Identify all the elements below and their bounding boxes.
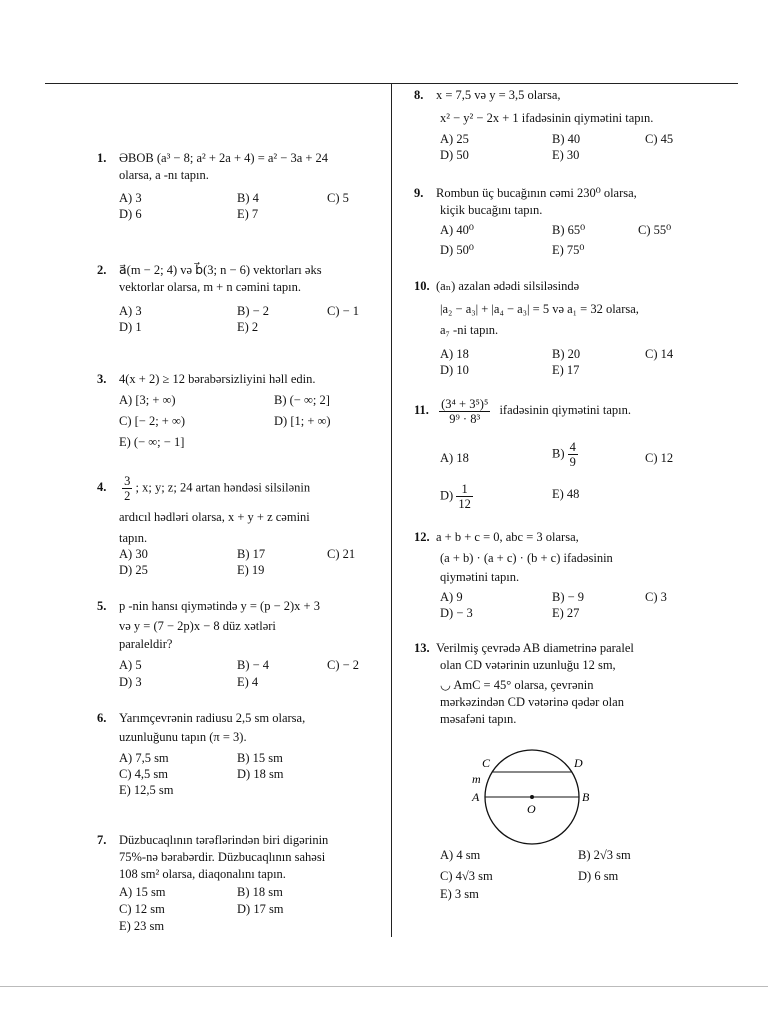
option-b[interactable]: B) $\frac{4}{9}$ bbox=[552, 440, 576, 469]
option-a[interactable]: A) 3 bbox=[119, 191, 142, 205]
option-d[interactable]: D) $\frac{1}{12}$ bbox=[440, 482, 471, 511]
question-3-stem-1: 4(x + 2) ≥ 12 bərabərsizliyini həll edin. bbox=[119, 372, 316, 386]
option-b[interactable]: B) 15 sm bbox=[237, 751, 283, 765]
option-b[interactable]: B) (− ∞; 2] bbox=[274, 393, 330, 407]
question-5: 5. p -nin hansı qiymətində y = (p − 2)x + 3 və y = (7 − 2p)x − 8 düz xətləri paraleldir? bbox=[97, 599, 320, 651]
option-d[interactable]: D) 6 bbox=[119, 207, 142, 221]
option-b[interactable]: B) 17 bbox=[237, 547, 266, 561]
option-e[interactable]: E) 4 bbox=[237, 675, 259, 689]
question-2-options bbox=[119, 303, 389, 337]
label-c: C bbox=[482, 756, 491, 770]
question-12: 12. a + b + c = 0, abc = 3 olarsa, (a + b) · (a + c) · (b + c) ifadəsinin qiymətini tapın. bbox=[414, 530, 613, 584]
question-7-stem-2: 75%-nə bərabərdir. Düzbucaqlının sahəsi bbox=[119, 850, 326, 864]
question-1-stem-1: ƏBOB (a³ − 8; a² + 2a + 4) = a² − 3a + 24 bbox=[119, 151, 329, 165]
question-4: 4. $\frac{3}{2}$ ; x; y; z; 24 artan həndəsi silsilənin bbox=[97, 474, 311, 503]
option-d[interactable]: D) 1 bbox=[119, 320, 142, 334]
question-7-stem-3: 108 sm² olarsa, diaqonalını tapın. bbox=[119, 867, 286, 881]
question-11-options bbox=[440, 440, 730, 515]
question-5-stem-1: p -nin hansı qiymətində y = (p − 2)x + 3 bbox=[119, 599, 320, 613]
option-d[interactable]: D) − 3 bbox=[440, 606, 473, 620]
question-6-stem-2: uzunluğunu tapın (π = 3). bbox=[119, 730, 247, 744]
option-b[interactable]: B) 20 bbox=[552, 347, 581, 361]
circle-diagram bbox=[462, 745, 612, 845]
question-8-stem-1: x = 7,5 və y = 3,5 olarsa, bbox=[436, 88, 561, 102]
question-13-stem-2: olan CD vətərinin uzunluğu 12 sm, bbox=[440, 658, 616, 672]
option-c[interactable]: C) 4,5 sm bbox=[119, 767, 168, 781]
question-4-stem-3: tapın. bbox=[119, 531, 148, 545]
label-b: B bbox=[582, 790, 590, 804]
option-e[interactable]: E) 48 bbox=[552, 487, 580, 501]
option-e[interactable]: E) 30 bbox=[552, 148, 580, 162]
question-2-stem-2: vektorlar olarsa, m + n cəmini tapın. bbox=[119, 280, 301, 294]
option-d[interactable]: D) 17 sm bbox=[237, 902, 284, 916]
question-3-options bbox=[119, 392, 389, 452]
question-8-options bbox=[440, 131, 730, 165]
option-e[interactable]: E) 27 bbox=[552, 606, 580, 620]
label-o: O bbox=[527, 802, 536, 816]
question-1: 1. ƏBOB (a³ − 8; a² + 2a + 4) = a² − 3a + 24 olarsa, a -nı tapın. bbox=[97, 151, 329, 182]
option-c[interactable]: C) 55⁰ bbox=[638, 223, 672, 237]
option-d[interactable]: D) 18 sm bbox=[237, 767, 284, 781]
option-d[interactable]: D) 50⁰ bbox=[440, 243, 474, 257]
option-e[interactable]: E) 19 bbox=[237, 563, 265, 577]
question-5-options bbox=[119, 657, 389, 691]
option-a[interactable]: A) 40⁰ bbox=[440, 223, 474, 237]
option-c[interactable]: C) 14 bbox=[645, 347, 674, 361]
question-1-stem-2: olarsa, a -nı tapın. bbox=[119, 168, 209, 182]
question-10-stem-1: (aₙ) azalan ədədi silsiləsində bbox=[436, 279, 580, 293]
option-b[interactable]: B) 4 bbox=[237, 191, 259, 205]
option-a[interactable]: A) [3; + ∞) bbox=[119, 393, 176, 407]
question-13-options bbox=[440, 847, 730, 902]
question-11-stem-1: ifadəsinin qiymətini tapın. bbox=[499, 403, 632, 418]
question-12-stem-1: a + b + c = 0, abc = 3 olarsa, bbox=[436, 530, 579, 544]
option-c[interactable]: C) 12 bbox=[645, 451, 674, 465]
question-13-stem-3: ◡ AmC = 45° olarsa, çevrənin bbox=[440, 678, 594, 692]
option-a[interactable]: A) 9 bbox=[440, 590, 463, 604]
option-c[interactable]: C) 3 bbox=[645, 590, 667, 604]
option-b[interactable]: B) 65⁰ bbox=[552, 223, 586, 237]
question-7: 7. Düzbucaqlının tərəflərindən biri digərinin 75%-nə bərabərdir. Düzbucaqlının sahəsi 108 sm² olarsa, diaqonalını tapın. bbox=[97, 833, 329, 881]
question-10-options bbox=[440, 346, 730, 380]
question-12-stem-3: qiymətini tapın. bbox=[440, 570, 520, 584]
fraction: $\frac{1}{12}$ bbox=[458, 482, 471, 511]
question-13-stem-5: məsafəni tapın. bbox=[440, 712, 517, 726]
question-12-options bbox=[440, 589, 730, 623]
option-a[interactable]: A) 4 sm bbox=[440, 848, 481, 862]
option-a[interactable]: A) 15 sm bbox=[119, 885, 166, 899]
question-3: 3. 4(x + 2) ≥ 12 bərabərsizliyini həll edin. bbox=[97, 372, 316, 386]
column-divider bbox=[391, 83, 392, 937]
option-d[interactable]: D) 3 bbox=[119, 675, 142, 689]
option-d[interactable]: D) [1; + ∞) bbox=[274, 414, 331, 428]
question-2: 2. a⃗(m − 2; 4) və b⃗(3; n − 6) vektorları əks vektorlar olarsa, m + n cəmini tapın. bbox=[97, 263, 322, 294]
option-b[interactable]: B) − 9 bbox=[552, 590, 585, 604]
option-e[interactable]: E) 23 sm bbox=[119, 919, 165, 933]
label-m: m bbox=[472, 772, 481, 786]
label-a: A bbox=[472, 790, 480, 804]
option-c[interactable]: C) [− 2; + ∞) bbox=[119, 414, 186, 428]
option-b[interactable]: B) 40 bbox=[552, 132, 581, 146]
question-10-stem-2: |a₂ − a₃| + |a₄ − a₃| = 5 və a₁ = 32 olarsa, bbox=[440, 302, 639, 316]
option-e[interactable]: E) 3 sm bbox=[440, 887, 479, 901]
option-a[interactable]: A) 18 bbox=[440, 451, 469, 465]
option-d[interactable]: D) 50 bbox=[440, 148, 469, 162]
fraction: $\frac{\text{(3⁴ + 3⁵)⁵}}{\text{9⁹ · 8³}}$ bbox=[441, 397, 489, 426]
option-c[interactable]: C) 45 bbox=[645, 132, 674, 146]
option-c[interactable]: C) 12 sm bbox=[119, 902, 165, 916]
fraction: $\frac{4}{9}$ bbox=[569, 440, 576, 469]
option-a[interactable]: A) 5 bbox=[119, 658, 142, 672]
option-c[interactable]: C) − 2 bbox=[327, 658, 360, 672]
option-a[interactable]: A) 3 bbox=[119, 304, 142, 318]
option-b[interactable]: B) 18 sm bbox=[237, 885, 283, 899]
option-e[interactable]: E) 2 bbox=[237, 320, 259, 334]
question-6-stem-1: Yarımçevrənin radiusu 2,5 sm olarsa, bbox=[119, 711, 306, 725]
option-c[interactable]: C) 21 bbox=[327, 547, 356, 561]
question-9-stem-2: kiçik bucağını tapın. bbox=[440, 203, 543, 217]
question-5-stem-3: paraleldir? bbox=[119, 637, 173, 651]
bottom-rule bbox=[0, 986, 768, 987]
question-7-stem-1: Düzbucaqlının tərəflərindən biri digərinin bbox=[119, 833, 329, 847]
question-10-stem-3: a₇ -ni tapın. bbox=[440, 323, 499, 337]
option-d[interactable]: D) 6 sm bbox=[578, 869, 619, 883]
option-d[interactable]: D) 10 bbox=[440, 363, 469, 377]
option-a[interactable]: A) 18 bbox=[440, 347, 469, 361]
question-12-stem-2: (a + b) · (a + c) · (b + c) ifadəsinin bbox=[440, 551, 613, 565]
question-8-stem-2: x² − y² − 2x + 1 ifadəsinin qiymətini tapın. bbox=[440, 111, 654, 125]
option-c[interactable]: C) − 1 bbox=[327, 304, 360, 318]
question-9-stem-1: Rombun üç bucağının cəmi 230⁰ olarsa, bbox=[436, 186, 637, 200]
question-2-stem-1: a⃗(m − 2; 4) və b⃗(3; n − 6) vektorları əks bbox=[119, 263, 322, 277]
question-7-options bbox=[119, 884, 389, 934]
option-b[interactable]: B) 2√3 sm bbox=[578, 848, 631, 862]
question-13-stem-1: Verilmiş çevrədə AB diametrinə paralel bbox=[436, 641, 634, 655]
question-11: 11. $\frac{\text{(3⁴ + 3⁵)⁵}}{\text{9⁹ · 8³}}$ ifadəsinin qiymətini tapın. bbox=[414, 397, 632, 426]
question-9: 9. Rombun üç bucağının cəmi 230⁰ olarsa, kiçik bucağını tapın. bbox=[414, 186, 637, 217]
option-c[interactable]: C) 5 bbox=[327, 191, 349, 205]
question-6-options bbox=[119, 750, 389, 800]
question-4-cont bbox=[119, 509, 310, 547]
option-c[interactable]: C) 4√3 sm bbox=[440, 869, 493, 883]
option-d[interactable]: D) 25 bbox=[119, 563, 148, 577]
option-a[interactable]: A) 30 bbox=[119, 547, 148, 561]
center-point bbox=[530, 795, 534, 799]
option-e[interactable]: E) 7 bbox=[237, 207, 259, 221]
question-4-stem-2: ardıcıl hədləri olarsa, x + y + z cəmini bbox=[119, 510, 310, 524]
question-13-stem-4: mərkəzindən CD vətərinə qədər olan bbox=[440, 695, 624, 709]
option-e[interactable]: E) 12,5 sm bbox=[119, 783, 174, 797]
option-e[interactable]: E) 17 bbox=[552, 363, 580, 377]
question-10: 10. (aₙ) azalan ədədi silsiləsində |a₂ − a₃| + |a₄ − a₃| = 5 və a₁ = 32 olarsa, a₇ -ni tapın. bbox=[414, 279, 639, 337]
question-8: 8. x = 7,5 və y = 3,5 olarsa, x² − y² − 2x + 1 ifadəsinin qiymətini tapın. bbox=[414, 88, 654, 125]
option-a[interactable]: A) 7,5 sm bbox=[119, 751, 169, 765]
option-e[interactable]: E) 75⁰ bbox=[552, 243, 585, 257]
option-e[interactable]: E) (− ∞; − 1] bbox=[119, 435, 185, 449]
option-a[interactable]: A) 25 bbox=[440, 132, 469, 146]
question-4-stem-1: ; x; y; z; 24 artan həndəsi silsilənin bbox=[135, 480, 311, 495]
question-13: 13. Verilmiş çevrədə AB diametrinə paralel olan CD vətərinin uzunluğu 12 sm, ◡ AmC = 45° olarsa, çevrənin mərkəzindən CD vətərinə qədər olan məsafəni tapın. bbox=[414, 641, 634, 726]
option-b[interactable]: B) − 2 bbox=[237, 304, 270, 318]
question-1-options bbox=[119, 190, 389, 224]
question-5-stem-2: və y = (7 − 2p)x − 8 düz xətləri bbox=[119, 619, 276, 633]
question-6: 6. Yarımçevrənin radiusu 2,5 sm olarsa, uzunluğunu tapın (π = 3). bbox=[97, 711, 306, 744]
fraction: $\frac{3}{2}$ bbox=[124, 474, 131, 503]
question-4-options bbox=[119, 546, 389, 580]
label-d: D bbox=[574, 756, 583, 770]
option-b[interactable]: B) − 4 bbox=[237, 658, 270, 672]
question-9-options bbox=[440, 222, 730, 262]
